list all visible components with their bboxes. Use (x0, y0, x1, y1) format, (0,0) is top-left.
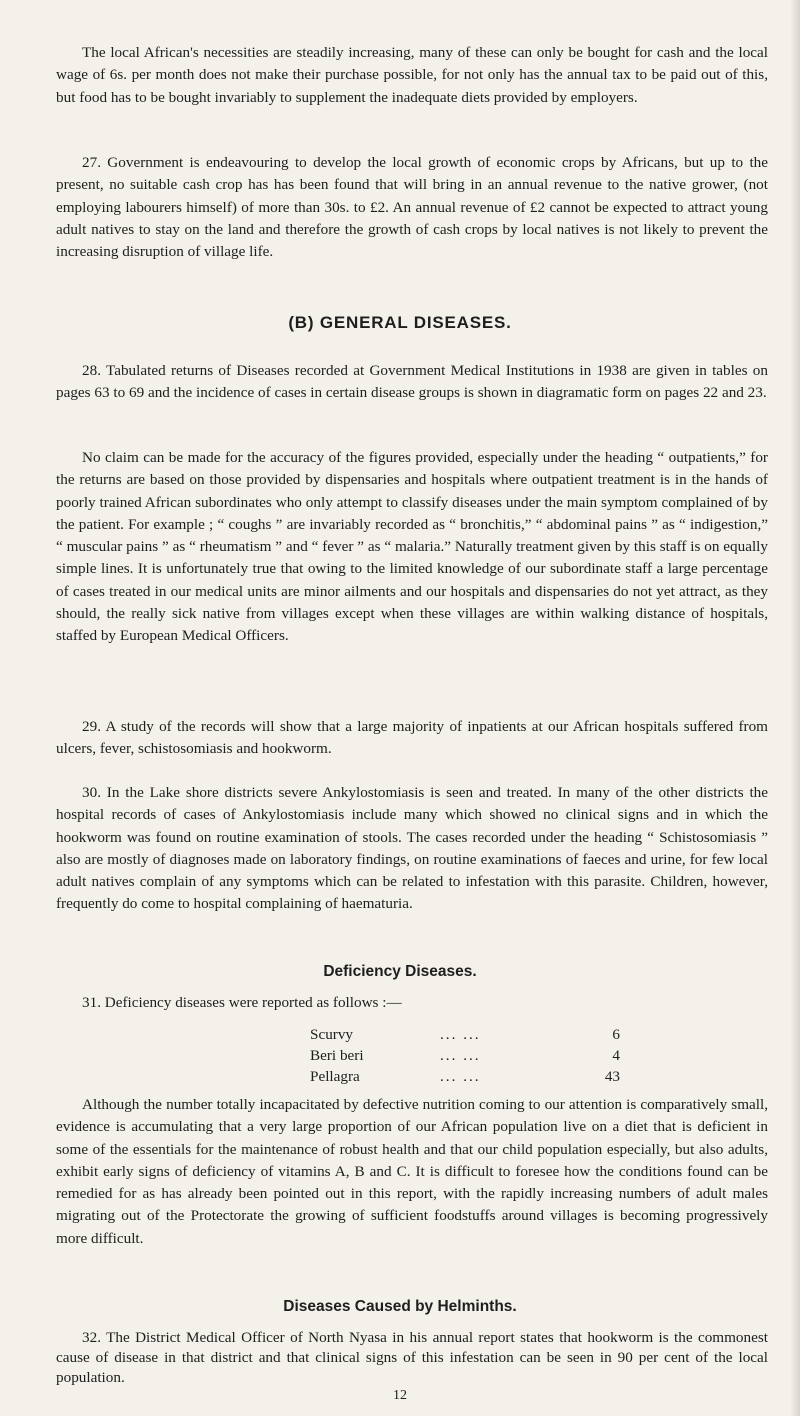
heading-general-diseases: (B) GENERAL DISEASES. (288, 313, 512, 332)
paragraph-31-continued: Although the number totally incapacitated by defective nutrition coming to our attention is comparatively small, evidence is accumulating that a very large proportion of our African population live on a diet that is deficient in some of the essentials for the maintenance of robust health and that our child population especially, but also adults, exhibit early signs of deficiency of vitamins A, B and C. It is difficult to foresee how the conditions found can be remedied for as has already been pointed out in this report, with the rapidly increasing numbers of adult males migrating out of the Protectorate the growing of sufficient foodstuffs around villages is becoming progressively more difficult. (56, 1096, 768, 1247)
table-row (310, 1024, 640, 1045)
disease-name: Scurvy (310, 1026, 354, 1043)
leader-dots: ... ... (440, 1026, 481, 1043)
heading-deficiency-diseases: Deficiency Diseases. (323, 963, 477, 980)
paragraph-32: 32. The District Medical Officer of North Nyasa in his annual report states that hookworm is the commonest cause of disease in that district and that clinical signs of this infestation can be seen in 90 per cent of the local population. (56, 1329, 768, 1386)
case-count: 4 (612, 1047, 620, 1064)
disease-name: Pellagra (310, 1068, 360, 1085)
disease-name: Beri beri (310, 1047, 364, 1064)
case-count: 6 (612, 1026, 620, 1043)
paragraph-29: 29. A study of the records will show that a large majority of inpatients at our African hospitals suffered from ulcers, fever, schistosomiasis and hookworm. (56, 718, 768, 758)
page-edge-shadow (790, 0, 800, 1416)
case-count: 43 (604, 1068, 620, 1085)
paragraph-intro: The local African's necessities are steadily increasing, many of these can only be bought for cash and the local wage of 6s. per month does not make their purchase possible, for not only has the annual tax to be paid out of this, but food has to be bought invariably to supplement the inadequate diets provided by employers. (56, 44, 768, 106)
heading-helminths: Diseases Caused by Helminths. (283, 1298, 517, 1315)
deficiency-table (310, 1024, 640, 1087)
table-row (310, 1045, 640, 1066)
paragraph-28: 28. Tabulated returns of Diseases recorded at Government Medical Institutions in 1938 are given in tables on pages 63 to 69 and the incidence of cases in certain disease groups is shown in diagramatic form on pages 22 and 23. (56, 362, 768, 402)
paragraph-27: 27. Government is endeavouring to develop the local growth of economic crops by Africans, but up to the present, no suitable cash crop has has been found that will bring in an annual revenue to the native grower, (not employing labourers himself) of more than 30s. to £2. An annual revenue of £2 cannot be expected to attract young adult natives to stay on the land and therefore the growth of cash crops by local natives is not likely to prevent the increasing disruption of village life. (56, 154, 768, 261)
paragraph-30: 30. In the Lake shore districts severe Ankylostomiasis is seen and treated. In many of the other districts the hospital records of cases of Ankylostomiasis include many which showed no clinical signs and in which the hookworm was found on routine examination of stools. The cases recorded under the heading “ Schistosomiasis ” also are mostly of diagnoses made on laboratory findings, on routine examinations of faeces and urine, for few local adult natives complain of any symptoms which can be related to infestation with this parasite. Children, however, frequently do come to hospital complaining of haematuria. (56, 784, 768, 913)
paragraph-28-continued: No claim can be made for the accuracy of the figures provided, especially under the heading “ outpatients,” for the returns are based on those provided by dispensaries and hospitals where outpatient treatment is in the hands of poorly trained African subordinates who only attempt to classify diseases under the main symptom complained of by the patient. For example ; “ coughs ” are invariably recorded as “ bronchitis,” “ abdominal pains ” as “ indigestion,” “ muscular pains ” as “ rheumatism ” and “ fever ” as “ malaria.” Naturally treatment given by this staff is on equally simple lines. It is unfortunately true that owing to the limited knowledge of our subordinate staff a large percentage of cases treated in our medical units are minor ailments and our hospitals and dispensaries do not yet attract, as they should, the really sick native from villages except when these villages are within walking distance of hospitals, staffed by European Medical Officers. (56, 449, 768, 645)
paragraph-31: 31. Deficiency diseases were reported as follows :— (82, 994, 402, 1011)
table-row (310, 1066, 640, 1087)
page-number: 12 (393, 1388, 407, 1403)
leader-dots: ... ... (440, 1068, 481, 1085)
leader-dots: ... ... (440, 1047, 481, 1064)
